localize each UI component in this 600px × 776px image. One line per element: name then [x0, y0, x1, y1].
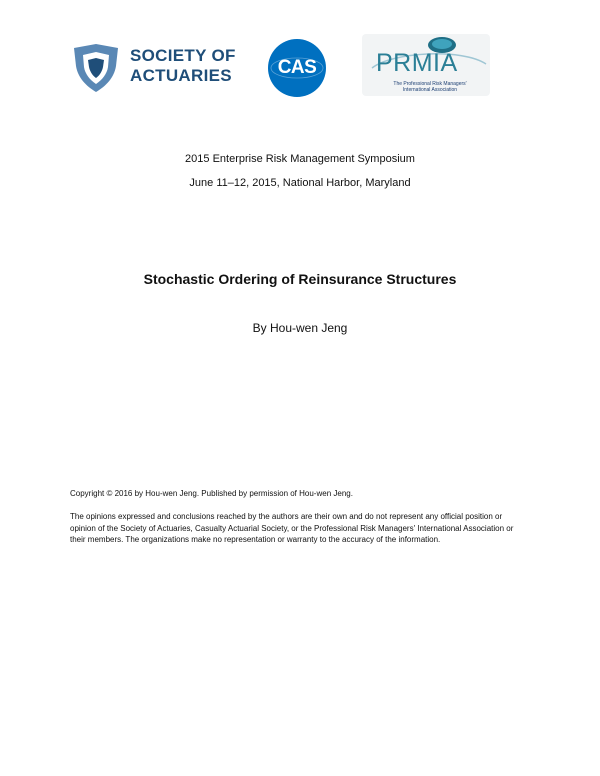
copyright-notice: Copyright © 2016 by Hou-wen Jeng. Published by permission of Hou-wen Jeng. — [70, 489, 353, 498]
prmia-logo-subtitle — [380, 81, 480, 93]
cas-logo — [267, 38, 327, 98]
soa-logo-text — [130, 46, 236, 86]
prmia-logo — [362, 34, 490, 96]
document-title: Stochastic Ordering of Reinsurance Structures — [143, 271, 457, 287]
soa-logo-line1: SOCIETY OF — [130, 46, 236, 65]
soa-shield-icon — [70, 42, 122, 94]
prmia-subtitle-line2: International Association — [402, 87, 458, 93]
soa-logo-line2: ACTUARIES — [130, 66, 232, 85]
prmia-subtitle-line1: The Professional Risk Managers' — [393, 81, 467, 87]
disclaimer-text: The opinions expressed and conclusions reached by the authors are their own and do not represent any official position or opinion of the Society of Actuaries, Casualty Actuarial Society, or the Professional Risk Managers' International Association or their members. The organizations make no representation or warranty to the accuracy of the information. — [70, 512, 514, 544]
symposium-date-place: June 11–12, 2015, National Harbor, Maryland — [189, 177, 411, 189]
soa-logo — [70, 40, 235, 96]
prmia-logo-text: PRMIA — [376, 49, 458, 77]
symposium-name: 2015 Enterprise Risk Management Symposium — [185, 153, 415, 165]
cas-logo-text: CAS — [277, 57, 317, 78]
author-byline: By Hou-wen Jeng — [252, 321, 348, 335]
